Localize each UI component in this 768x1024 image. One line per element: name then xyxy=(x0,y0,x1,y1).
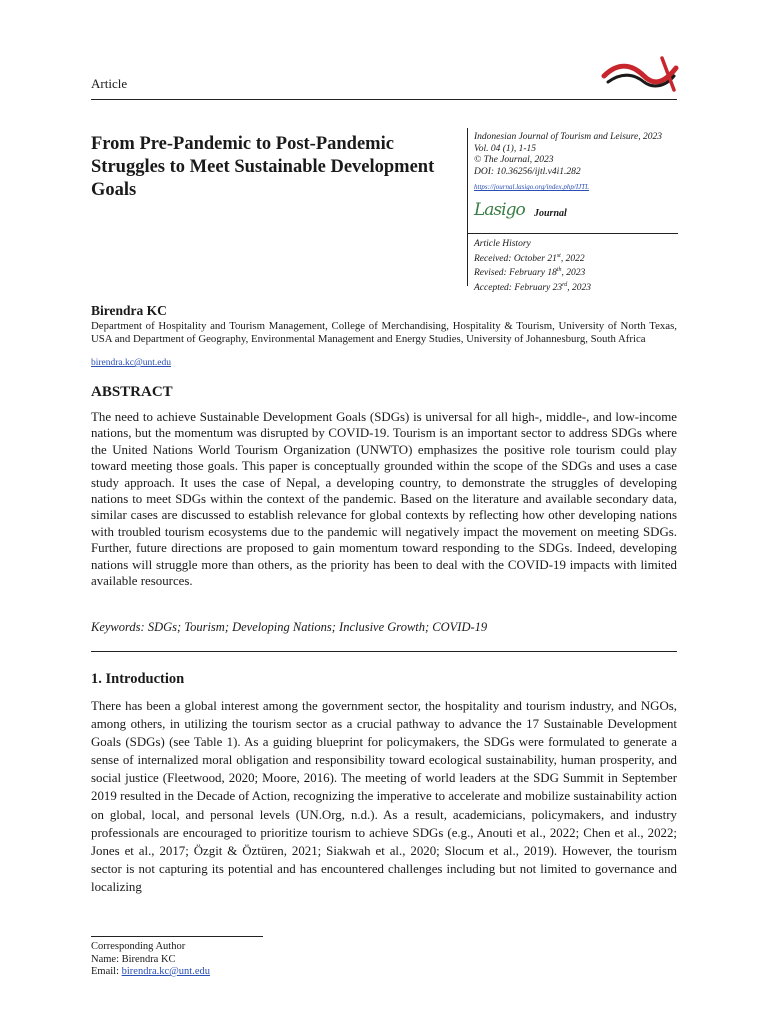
abstract-body: The need to achieve Sustainable Development Goals (SDGs) is universal for all high-, middle-, and low-income nations, but the momentum was disrupted by COVID-19. Tourism is an important sector to address SDGs where the United Nations World Tourism Organization (UNWTO) emphasizes the positive role tourism could play toward meeting those goals. This paper is conceptually grounded within the scope of the SDGs and uses a case study approach. It uses the case of Nepal, a developing country, to demonstrate the struggles of developing nations to meet SDGs within the context of the pandemic. Based on the literature and available secondary data, similar cases are discussed to establish relevance for global contexts by reflecting how other developing nations with troubled tourism ecosystems due to the pandemic will negatively impact the movement on meeting SDGs. Further, future directions are proposed to gain momentum toward responding to the SDGs. Indeed, developing nations will struggle more than others, as the priority has been to deal with the COVID-19 impacts with limited available resources. xyxy=(91,410,677,589)
history-heading: Article History xyxy=(474,239,531,249)
journal-logo-text: Journal xyxy=(534,208,567,219)
footnote-rule xyxy=(91,936,263,937)
author-affiliation: Department of Hospitality and Tourism Management, College of Merchandising, Hospitality & Tourism, University of North Texas, USA and Department of Geography, Environmental Management and Energy Studies, University of Johannesburg, South Africa xyxy=(91,320,677,345)
header-rule xyxy=(91,99,677,100)
journal-meta-panel xyxy=(467,128,678,293)
journal-copyright: © The Journal, 2023 xyxy=(474,155,554,165)
footnote-corresponding: Corresponding Author xyxy=(91,941,186,952)
keywords-line xyxy=(91,620,677,635)
journal-volume: Vol. 04 (1), 1-15 xyxy=(474,143,537,154)
footnote-email-line: Email: birendra.kc@unt.edu xyxy=(91,966,211,977)
intro-body: There has been a global interest among the government sector, the hospitality and tourism industry, and NGOs, among others, in utilizing the tourism sector as a crucial pathway to advance the 17 Sustainable Development Goals (SDGs) (see Table 1). As a guiding blueprint for policymakers, the SDGs were formulated to generate a sense of internalized moral obligation and responsibility toward ecological sustainability, human prosperity, and social justice (Fleetwood, 2020; Moore, 2016). The meeting of world leaders at the SDG Summit in September 2019 resulted in the Decade of Action, recognizing the imperative to accelerate and mobilize sustainability action on global, local, and personal levels (UN.Org, n.d.). As a result, academicians, policymakers, and industry professionals are encouraged to prioritize tourism to achieve SDGs (e.g., Anouti et al., 2022; Chen et al., 2022; Jones et al., 2017; Özgit & Öztüren, 2021; Siakwah et al., 2020; Slocum et al., 2019). However, the tourism sector is not capturing its potential and has encountered challenges including but not limited to governance and localizing xyxy=(91,699,677,894)
paper-title: From Pre-Pandemic to Post-Pandemic Struggles to Meet Sustainable Development Goals xyxy=(91,134,435,200)
article-history xyxy=(474,239,591,294)
author-name: Birendra KC xyxy=(91,303,167,318)
journal-logo xyxy=(474,198,584,228)
journal-url-link[interactable]: https://journal.lasigo.org/index.php/IJTL xyxy=(474,183,590,191)
section-rule xyxy=(91,651,677,652)
intro-heading: 1. Introduction xyxy=(91,671,185,687)
abstract-heading: ABSTRACT xyxy=(91,384,173,400)
author-email-link[interactable]: birendra.kc@unt.edu xyxy=(91,358,171,368)
journal-name: Indonesian Journal of Tourism and Leisure, 2023 xyxy=(474,132,662,142)
footnote-email-link[interactable]: birendra.kc@unt.edu xyxy=(121,966,211,977)
footnote xyxy=(91,941,210,979)
journal-doi: DOI: 10.36256/ijtl.v4i1.282 xyxy=(474,166,581,177)
keywords-list: : SDGs; Tourism; Developing Nations; Inclusive Growth; COVID-19 xyxy=(140,620,488,634)
history-accepted: Accepted: February 23rd, 2023 xyxy=(474,281,591,293)
article-type-label: Article xyxy=(91,76,128,91)
journal-brand-logo-icon xyxy=(600,54,680,94)
meta-divider xyxy=(468,233,678,234)
history-received: Received: October 21st, 2022 xyxy=(474,252,585,264)
journal-meta-block xyxy=(474,132,662,178)
journal-logo-script: Lasigo xyxy=(474,200,525,220)
history-revised: Revised: February 18th, 2023 xyxy=(474,267,586,279)
footnote-name: Name: Birendra KC xyxy=(91,953,176,965)
keywords-label: Keywords xyxy=(91,620,141,634)
